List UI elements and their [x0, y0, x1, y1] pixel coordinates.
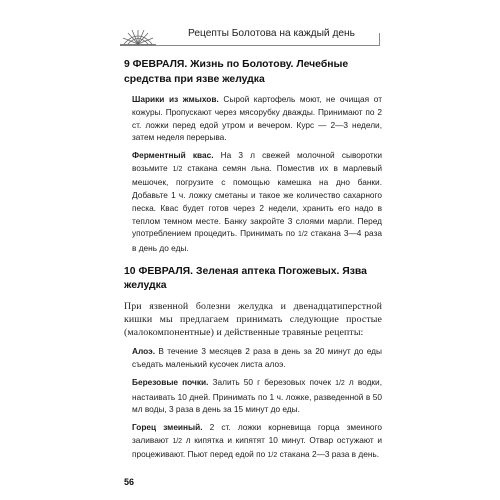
recipe-name: Шарики из жмыхов. — [132, 94, 219, 105]
recipe-text: В течение 3 месяцев 2 раза в день за 20 минут до еды съедать маленький кусочек листа алоэ. — [132, 346, 382, 370]
section-date: 10 ФЕВРАЛЯ. — [124, 265, 194, 277]
section-title: Зеленая аптека Погожевых. Язва желудка — [124, 265, 367, 292]
recipe-name: Березовые почки. — [132, 376, 209, 387]
page-content — [124, 58, 382, 463]
recipe-text: л водки, настаивать 10 дней. Принимать по 1 ч. ложке, разведенной в 50 мл воды, 3 раза в день за 15 минут до еды. — [132, 376, 382, 415]
section-date: 9 ФЕВРАЛЯ. — [124, 59, 188, 70]
recipe-item — [132, 93, 382, 144]
header-rule-end — [379, 33, 380, 45]
sunburst-logo-icon — [120, 26, 156, 46]
section-heading-feb-9 — [124, 58, 382, 87]
recipe-text: Сырой картофель моют, не очищая от кожуры. Пропускают через мясорубку дважды. Принимают по 2 ст. ложки перед едой утром и вечером. Курс — 2—3 недели, затем неделя перерыва. — [132, 94, 382, 143]
page-number: 56 — [124, 477, 135, 487]
running-header — [118, 20, 380, 46]
recipe-text: л кипятка и кипятят 10 минут. Отвар остужают и процеживают. Пьют перед едой по — [132, 434, 382, 460]
section-title: Жизнь по Болотову. Лечебные средства при язве желудка — [124, 59, 349, 85]
recipe-text: 2 ст. ложки корневища горца змеиного заливают — [132, 421, 382, 445]
recipe-item — [132, 149, 382, 255]
header-title: Рецепты Болотова на каждый день — [188, 28, 355, 39]
fraction: 1/2 — [335, 379, 345, 387]
section-heading-feb-10 — [124, 265, 382, 294]
section-intro: При язвенной болезни желудка и двенадцатиперстной кишки мы предлагаем принимать следующие простые (малокомпонентные) и действенные травяные рецепты: — [124, 300, 382, 339]
recipe-name: Ферментный квас. — [132, 150, 214, 160]
recipe-text: стакана 3—4 раза в день до еды. — [132, 228, 382, 253]
recipe-list — [124, 93, 382, 254]
recipe-item — [132, 421, 382, 463]
fraction: 1/2 — [172, 165, 183, 173]
recipe-name: Горец змеиный. — [132, 421, 203, 432]
fraction: 1/2 — [298, 231, 308, 239]
recipe-text: На 3 л свежей молочной сыворотки возьмите — [132, 150, 382, 173]
fraction: 1/2 — [267, 452, 278, 460]
recipe-item — [132, 376, 382, 416]
recipe-name: Алоэ. — [132, 346, 155, 357]
header-rule — [154, 45, 380, 46]
recipe-list — [124, 345, 382, 463]
recipe-item — [132, 345, 382, 370]
recipe-text: стакана семян льна. Поместив их в марлевый мешочек, погрузите с помощью камешка на дно банки. Добавьте 1 ч. ложку сметаны и такое же количество сахарного песка. Квас будет готов через 2 недели, хранить его надо в теплом темном месте. Банку закройте 3 слоями марли. Перед употреблением процедить. Принимать по — [132, 162, 383, 239]
fraction: 1/2 — [172, 437, 183, 445]
recipe-text: стакана 2—3 раза в день. — [279, 449, 380, 460]
recipe-text: Залить 50 г березовых почек — [212, 376, 331, 387]
